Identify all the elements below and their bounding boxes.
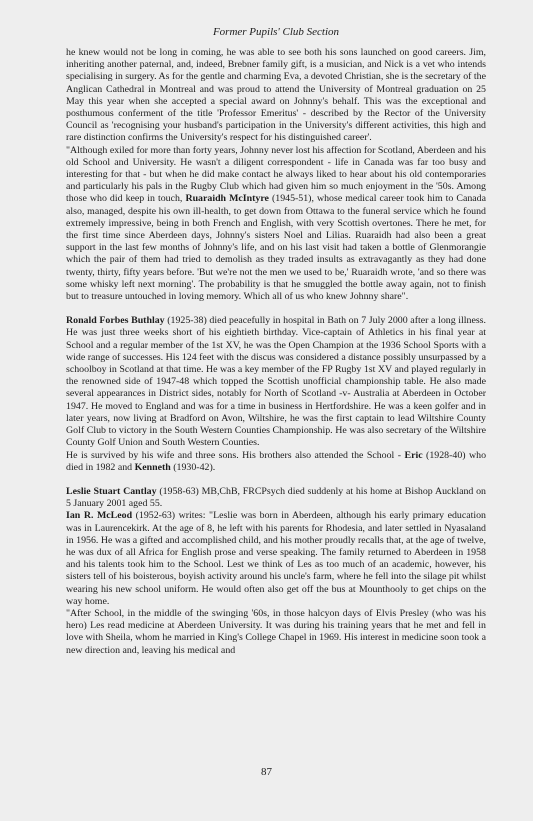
person-name: Ruaraidh McIntyre	[185, 193, 269, 205]
obituary-cantlay	[66, 486, 486, 510]
paragraph-text: he knew would not be long in coming, he was able to see both his sons launched on good careers. Jim, inheriting another paternal, and, indeed, Brebner family gift, is a musician, and Nick is a vet who intends specialising in surgery. As for the gentle and charming Eva, a devoted Christian, she is the secretary of the Anglican Cathedral in Montreal and was proud to attend the University of Montreal graduation on 25 May this year when she accepted a special award on Johnny's behalf. This was the exceptional and posthumous conferment of the title 'Professor Emeritus' - described by the Rector of the University Council as 'recognising your husband's participation in the University's different activities, this high and rare distinction confirms the University's respect for his distinguished career'.	[66, 47, 486, 144]
person-name: Eric	[404, 449, 423, 461]
paragraph-continuation	[66, 47, 486, 145]
obituary-buthlay	[66, 315, 486, 449]
paragraph-after-school	[66, 608, 486, 657]
paragraph-survivors	[66, 450, 486, 474]
paragraph-mcleod-tribute	[66, 510, 486, 608]
paragraph-text: "Although exiled for more than forty years, Johnny never lost his affection for Scotland, Aberdeen and his old School and University. He wasn't a diligent correspondent - life in Canada was far too busy and interesting for that - but when he did make contact he always liked to hear about his old contemporaries and particularly his pals in the Rugby Club which had given him so much enjoyment in the '50s. Among those who did keep in touch,	[66, 144, 486, 205]
running-head: Former Pupils' Club Section	[212, 26, 340, 38]
paragraph-text: (1952-63) writes: "Leslie was born in Aberdeen, although his early primary education was in Laurencekirk. At the age of 8, he left with his parents for Rhodesia, and later settled in Nyasaland in 1956. He was a gifted and accomplished child, and his mother proudly recalls that, at the age of twelve, he was dux of all Africa for English prose and verse speaking. The family returned to Aberdeen in 1958 and his talents took him to the School. Lest we think of Les as too much of an academic, however, his sisters tell of his boisterous, boyish activity around his uncle's farm, where he fell into the silage pit whilst wearing his new school uniform. He would often also get off the bus at Mounthooly to get chips on the way home.	[66, 510, 486, 607]
paragraph-text: (1945-51), whose medical career took him to Canada also, managed, despite his own ill-health, to get down from Ottawa to the funeral service which he found extremely impressive, being in both French and English, with very Scottish overtones. There he met, for the first time since Aberdeen days, Johnny's sisters Noel and Lilias. Ruaraidh had also been a great support in the last few months of Johnny's life, and on his last visit had taken a bottle of Glenmorangie which the pair of them had tried to demolish as they traded insults as extravagantly as they had done twenty, thirty, fifty years before. 'But we're not the men we used to be,' Ruaraidh wrote, 'and so there was some whisky left next morning'. The probability is that he smuggled the bottle away again, not to finish but to treasure untouched in loving memory. Which all of us who knew Johnny share".	[66, 193, 487, 303]
paragraph-johnny-quote	[66, 145, 486, 304]
person-name: Leslie Stuart Cantlay	[66, 485, 157, 497]
person-name: Ronald Forbes Buthlay	[66, 315, 165, 327]
paragraph-text: (1925-38) died peacefully in hospital in Bath on 7 July 2000 after a long illness. He was just three weeks short of his eightieth birthday. Vice-captain of Athletics in his final year at School and a regular member of the 1st XV, he was the Open Champion at the 1936 School Sports with a wide range of successes. His 124 feet with the discus was considered a distance possibly unsurpassed by a schoolboy in Scotland at that time. He was a key member of the FP Rugby 1st XV and played regularly in the renowned side of 1947-48 which topped the Scottish unofficial championship table. He also made several appearances in District sides, notably for North of Scotland -v- Australia at Aberdeen in October 1947. He moved to England and was for a time in business in Hertfordshire. He was a keen golfer and in later years, now living at Bradford on Avon, Wiltshire, he was the first captain to lead Wiltshire County Golf Club to victory in the South Western Counties Championship. He was also secretary of the Wiltshire County Golf Union and South Western Counties.	[66, 315, 486, 449]
paragraph-text: He is survived by his wife and three sons. His brothers also attended the School -	[66, 449, 405, 461]
paragraph-text: (1928-40) who died in 1982 and	[66, 449, 487, 473]
person-name: Ian R. McLeod	[66, 510, 133, 522]
paragraph-text: (1958-63) MB,ChB, FRCPsych died suddenly at his home at Bishop Auckland on 5 January 2001 aged 55.	[66, 485, 486, 510]
paragraph-text: (1930-42).	[170, 461, 216, 473]
person-name: Kenneth	[134, 461, 171, 473]
page-number: 87	[261, 766, 272, 778]
paragraph-text: "After School, in the middle of the swinging '60s, in those halcyon days of Elvis Presley (who was his hero) Les read medicine at Aberdeen University. It was during his training years that he met and fell in love with Sheila, whom he married in King's College Chapel in 1969. His interest in medicine soon took a new direction and, leaving his medical and	[66, 607, 486, 656]
